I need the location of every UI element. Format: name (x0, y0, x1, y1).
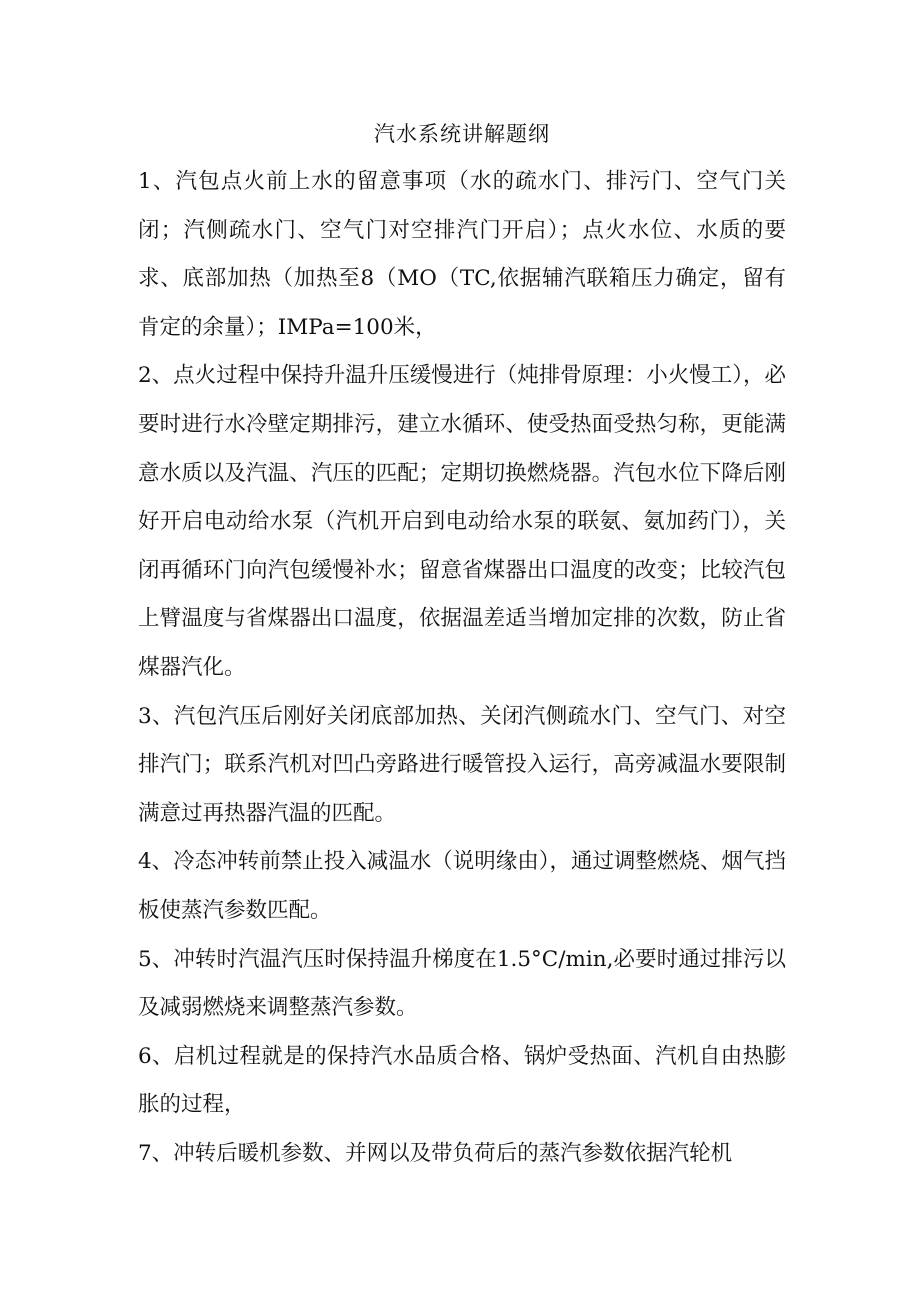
paragraph-1: 1、汽包点火前上水的留意事项（水的疏水门、排污门、空气门关闭；汽侧疏水门、空气门对空排汽门开启）；点火水位、水质的要求、底部加热（加热至8（MO（TC,依据辅汽联箱压力确定，留有肯定的余量）；IMPa=100米， (138, 169, 786, 340)
paragraph-5: 5、冲转时汽温汽压时保持温升梯度在1.5°C/min,必要时通过排污以及减弱燃烧来调整蒸汽参数。 (138, 946, 786, 1021)
document-title: 汽水系统讲解题纲 (374, 122, 550, 146)
paragraph-7: 7、冲转后暖机参数、并网以及带负荷后的蒸汽参数依据汽轮机 (138, 1140, 733, 1166)
paragraph-4: 4、冷态冲转前禁止投入减温水（说明缘由），通过调整燃烧、烟气挡板使蒸汽参数匹配。 (138, 849, 786, 923)
paragraph-3: 3、汽包汽压后刚好关闭底部加热、关闭汽侧疏水门、空气门、对空排汽门；联系汽机对凹凸旁路进行暖管投入运行，高旁减温水要限制满意过再热器汽温的匹配。 (138, 703, 786, 826)
paragraph-6: 6、启机过程就是的保持汽水品质合格、锅炉受热面、汽机自由热膨胀的过程， (138, 1043, 786, 1118)
paragraph-2: 2、点火过程中保持升温升压缓慢进行（炖排骨原理：小火慢工），必要时进行水冷壁定期排污，建立水循环、使受热面受热匀称，更能满意水质以及汽温、汽压的匹配；定期切换燃烧器。汽包水位下降后刚好开启电动给水泵（汽机开启到电动给水泵的联氨、氨加药门），关闭再循环门向汽包缓慢补水；留意省煤器出口温度的改变；比较汽包上臂温度与省煤器出口温度，依据温差适当增加定排的次数，防止省煤器汽化。 (138, 363, 786, 680)
document-page (138, 110, 786, 1178)
